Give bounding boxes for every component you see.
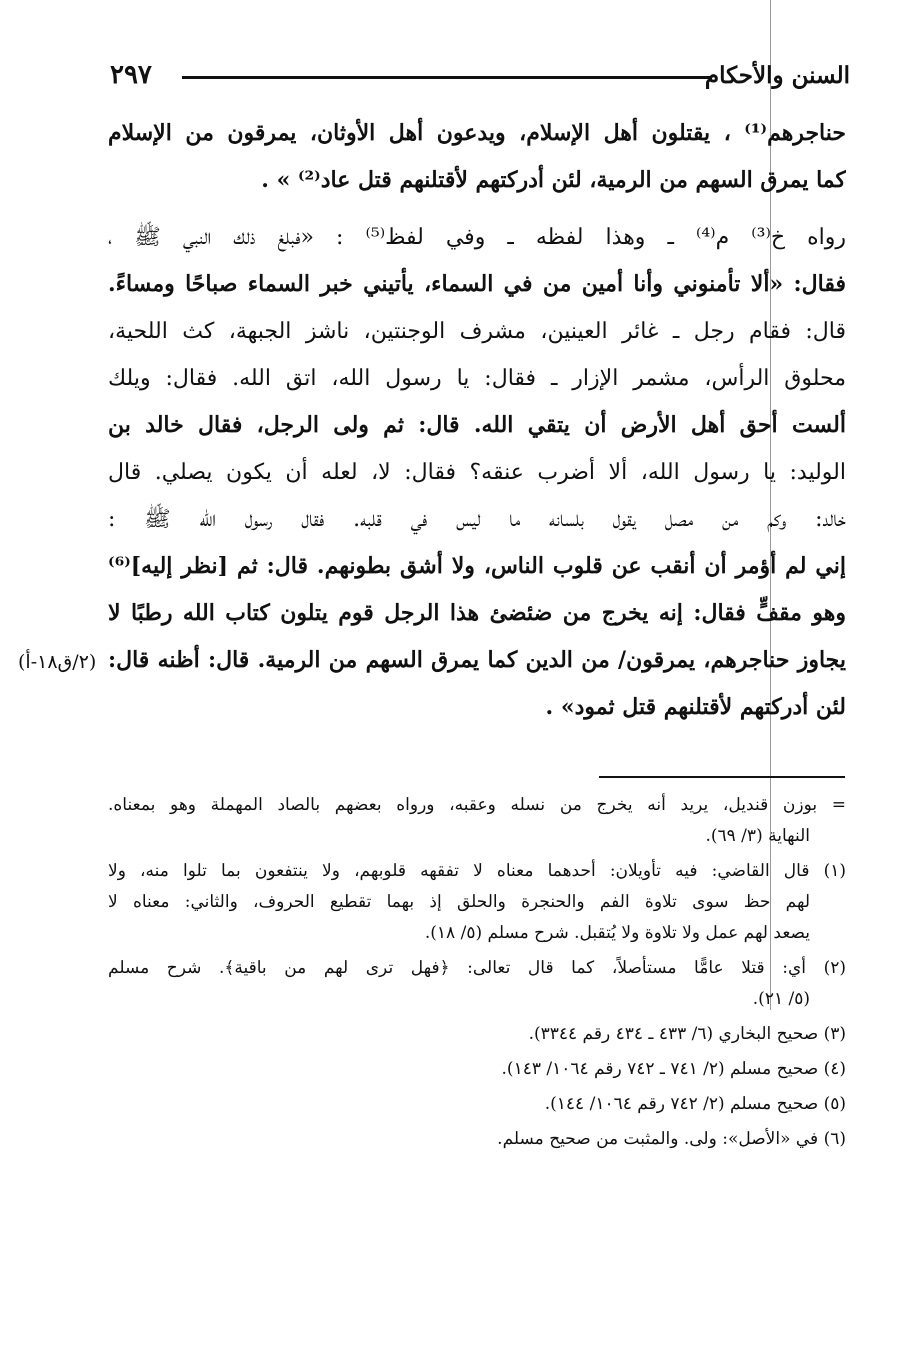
footnote-2 bbox=[108, 953, 846, 1015]
footnote-4 bbox=[108, 1054, 846, 1085]
main-text bbox=[108, 110, 846, 731]
text-line: فقال: «ألا تأمنوني وأنا أمين من في السماء، يأتيني خبر السماء صباحًا ومساءً. bbox=[108, 271, 846, 297]
running-title: السنن والأحكام bbox=[704, 62, 850, 89]
footnote-6 bbox=[108, 1124, 846, 1155]
footnote-line: يصعد لهم عمل ولا تلاوة ولا يُتقبل. شرح مسلم (٥/ ١٨). bbox=[424, 923, 810, 943]
footnote-line: = بوزن قنديل، يريد أنه يخرج من نسله وعقبه، ورواه بعضهم بالصاد المهملة وهو بمعناه. bbox=[108, 795, 846, 815]
text-line: لئن أدركتهم لأقتلنهم قتل ثمود» . bbox=[545, 694, 846, 720]
footnote-line: (٤) صحيح مسلم (٢/ ٧٤١ ـ ٧٤٢ رقم ١٠٦٤/ ١٤٣). bbox=[501, 1059, 846, 1079]
footnotes bbox=[108, 790, 846, 1159]
footnote-line: (٣) صحيح البخاري (٦/ ٤٣٣ ـ ٤٣٤ رقم ٣٣٤٤). bbox=[528, 1024, 846, 1044]
text-line: حناجرهم⁽¹⁾ ، يقتلون أهل الإسلام، ويدعون أهل الأوثان، يمرقون من الإسلام bbox=[108, 120, 846, 146]
text-line: ألست أحق أهل الأرض أن يتقي الله. قال: ثم ولى الرجل، فقال خالد بن bbox=[108, 412, 846, 438]
footnote-continuation bbox=[108, 790, 846, 852]
footnote-line: لهم حظ سوى تلاوة الفم والحنجرة والحلق إذ بهما تقطيع الحروف، والثاني: معناه لا bbox=[108, 892, 810, 912]
footnote-line: النهاية (٣/ ٦٩). bbox=[705, 826, 810, 846]
page-number: ٢٩٧ bbox=[110, 60, 152, 90]
text-line: وهو مقفٍّ فقال: إنه يخرج من ضئضئ هذا الرجل قوم يتلون كتاب الله رطبًا لا bbox=[108, 600, 846, 626]
text-line: الوليد: يا رسول الله، ألا أضرب عنقه؟ فقال: لا، لعله أن يكون يصلي. قال bbox=[108, 460, 846, 485]
header-rule bbox=[182, 76, 712, 79]
text-line: قال: فقام رجل ـ غائر العينين، مشرف الوجنتين، ناشز الجبهة، كث اللحية، bbox=[108, 319, 846, 344]
footnote-line: (٥/ ٢١). bbox=[752, 989, 810, 1009]
text-line: رواه خ⁽³⁾ م⁽⁴⁾ ـ وهذا لفظه ـ وفي لفظ⁽⁵⁾ : «فبلغ ذلك النبي ﷺ ، bbox=[108, 225, 846, 250]
footnote-line: (٢) أي: قتلا عامًّا مستأصلاً، كما قال تعالى: ﴿فهل ترى لهم من باقية﴾. شرح مسلم bbox=[108, 958, 846, 978]
text-line: يجاوز حناجرهم، يمرقون/ من الدين كما يمرق السهم من الرمية. قال: أظنه قال: bbox=[108, 647, 846, 673]
footnote-line: (٥) صحيح مسلم (٢/ ٧٤٢ رقم ١٠٦٤/ ١٤٤). bbox=[544, 1094, 846, 1114]
text-line: كما يمرق السهم من الرمية، لئن أدركتهم لأقتلنهم قتل عاد⁽²⁾ » . bbox=[261, 167, 846, 193]
text-line: إني لم أؤمر أن أنقب عن قلوب الناس، ولا أشق بطونهم. قال: ثم [نظر إليه]⁽⁶⁾ bbox=[108, 553, 846, 579]
text-line: محلوق الرأس، مشمر الإزار ـ فقال: يا رسول الله، اتق الله. فقال: ويلك bbox=[108, 366, 846, 391]
footnote-line: (٦) في «الأصل»: ولى. والمثبت من صحيح مسلم. bbox=[497, 1129, 846, 1149]
footnote-separator bbox=[599, 776, 845, 778]
page-header bbox=[110, 58, 850, 98]
footnote-1 bbox=[108, 856, 846, 949]
text-line: خالد: وكم من مصل يقول بلسانه ما ليس في قلبه. فقال رسول الله ﷺ : bbox=[108, 507, 846, 532]
footnote-line: (١) قال القاضي: فيه تأويلان: أحدهما معناه لا تفقهه قلوبهم، ولا ينتفعون بما تلوا منه، ولا bbox=[108, 861, 846, 881]
footnote-3 bbox=[108, 1019, 846, 1050]
footnote-5 bbox=[108, 1089, 846, 1120]
manuscript-folio-note: (٢/ق١٨-أ) bbox=[18, 651, 97, 673]
